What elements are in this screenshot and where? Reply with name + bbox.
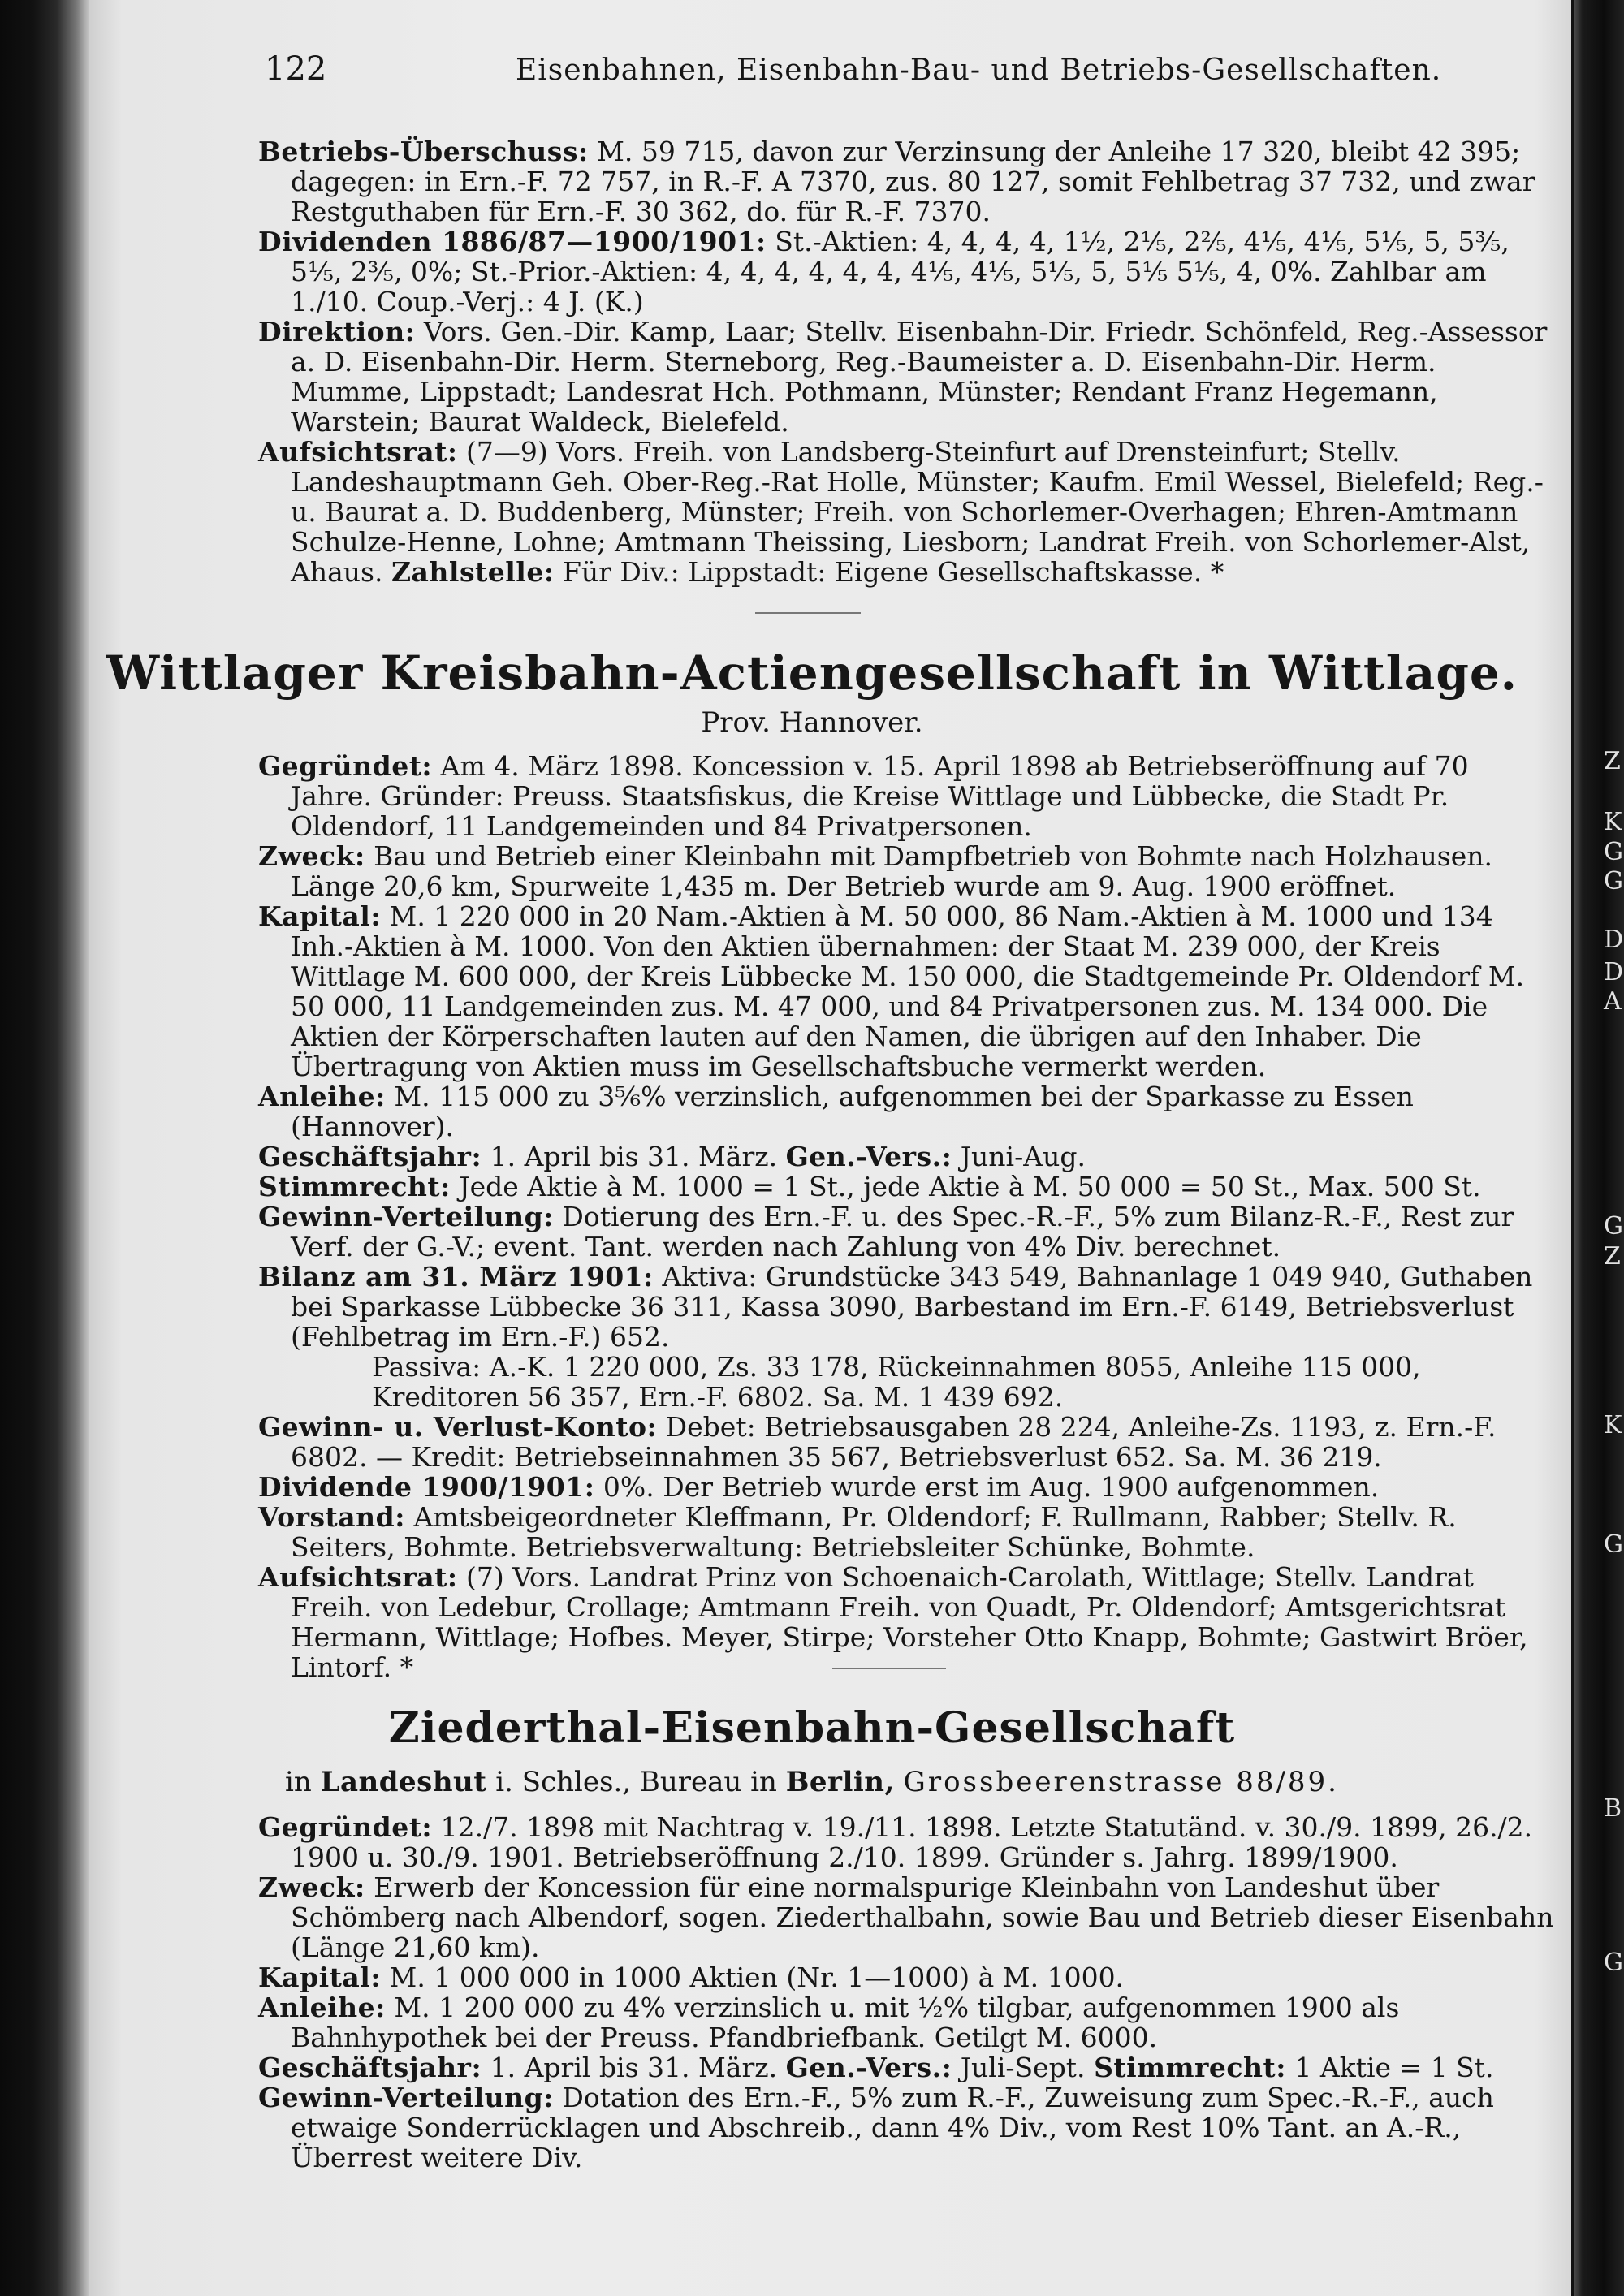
facing-page-letter: Z	[1604, 1242, 1621, 1271]
entry-label: Gewinn-Verteilung:	[258, 1201, 554, 1232]
entry-zweck	[258, 1872, 1557, 1962]
entry-dividende	[258, 1472, 1557, 1502]
entry-text: Passiva: A.-K. 1 220 000, Zs. 33 178, Rückeinnahmen 8055, Anleihe 115 000, Kreditoren 56 357, Ern.-F. 6802. Sa. M. 1 439 692.	[372, 1351, 1421, 1413]
entry-label: Zweck:	[258, 1871, 365, 1903]
entry-aufsichtsrat	[258, 437, 1557, 587]
entry-text: St.-Aktien: 4, 4, 4, 4, 1½, 2⅕, 2⅖, 4⅕, 4⅕, 5⅕, 5, 5⅗, 5⅕, 2⅗, 0%; St.-Prior.-Aktien: 4, 4, 4, 4, 4, 4, 4⅕, 4⅕, 5⅕, 5, 5⅕ 5⅕, 4, 0%. Zahlbar am 1./10. Coup.-Verj.: 4 J. (K.)	[291, 226, 1510, 317]
entry-label: Aufsichtsrat:	[258, 1561, 458, 1593]
entry-label: Gegründet:	[258, 1811, 433, 1843]
entry-aufsichtsrat	[258, 1562, 1557, 1682]
entry-text: 12./7. 1898 mit Nachtrag v. 19./11. 1898. Letzte Statutänd. v. 30./9. 1899, 26./2. 1900 u. 30./9. 1901. Betriebseröffnung 2./10. 1899. Gründer s. Jahrg. 1899/1900.	[291, 1811, 1533, 1873]
company-subtitle-ziederthal	[0, 1766, 1624, 1798]
entry-text: 1. April bis 31. März.	[490, 2052, 778, 2083]
entry-label: Zweck:	[258, 840, 365, 872]
entry-label: Gegründet:	[258, 750, 433, 782]
facing-page-letter: Z	[1604, 747, 1621, 775]
entry-text: Vors. Gen.-Dir. Kamp, Laar; Stellv. Eisenbahn-Dir. Friedr. Schönfeld, Reg.-Assessor a. D. Eisenbahn-Dir. Herm. Sterneborg, Reg.-Baumeister a. D. Eisenbahn-Dir. Herm. Mumme, Lippstadt; Landesrat Hch. Pothmann, Münster; Rendant Franz Hegemann, Warstein; Baurat Waldeck, Bielefeld.	[291, 316, 1548, 438]
entry-betriebs-ueberschuss	[258, 136, 1557, 227]
entry-bilanz-passiva	[258, 1352, 1557, 1412]
entry-zweck	[258, 841, 1557, 901]
entry-label: Kapital:	[258, 1962, 382, 1993]
entry-text-gen-vers: Juni-Aug.	[960, 1141, 1086, 1172]
entry-label: Gewinn- u. Verlust-Konto:	[258, 1411, 658, 1443]
entry-label: Stimmrecht:	[258, 1171, 451, 1202]
entry-kapital	[258, 1962, 1557, 1992]
entry-text: (7) Vors. Landrat Prinz von Schoenaich-Carolath, Wittlage; Stellv. Landrat Freih. von Ledebur, Crollage; Amtmann Freih. von Quadt, Pr. Oldendorf; Amtsgerichtsrat Hermann, Wittlage; Hofbes. Meyer, Stirpe; Vorsteher Otto Knapp, Bohmte; Gastwirt Bröer, Lintorf. *	[291, 1561, 1528, 1683]
entry-label: Geschäftsjahr:	[258, 1141, 482, 1172]
entry-label: Anleihe:	[258, 1992, 386, 2023]
entry-label: Vorstand:	[258, 1501, 405, 1533]
entry-label: Anleihe:	[258, 1081, 386, 1112]
entry-gegruendet	[258, 751, 1557, 841]
entry-text: Dotation des Ern.-F., 5% zum R.-F., Zuweisung zum Spec.-R.-F., auch etwaige Sonderrücklagen und Abschreib., dann 4% Div., vom Rest 10% Tant. an A.-R., Überrest weitere Div.	[291, 2082, 1494, 2173]
book-spine-shadow	[0, 0, 89, 2296]
company-subtitle-wittlager: Prov. Hannover.	[701, 706, 923, 739]
facing-page-letter: G	[1604, 1949, 1623, 1977]
entry-label-zahlstelle: Zahlstelle:	[391, 556, 555, 588]
entry-label: Geschäftsjahr:	[258, 2052, 482, 2083]
entry-geschaeftsjahr	[258, 1142, 1557, 1172]
entry-label: Dividende 1900/1901:	[258, 1471, 595, 1503]
entry-label: Kapital:	[258, 900, 382, 932]
entry-text: 1. April bis 31. März.	[490, 1141, 778, 1172]
entry-anleihe	[258, 1992, 1557, 2052]
facing-page-letter: G	[1604, 838, 1623, 866]
company-title-ziederthal: Ziederthal-Eisenbahn-Gesellschaft	[388, 1703, 1236, 1753]
subtitle-pre: in	[285, 1766, 312, 1798]
running-title: Eisenbahnen, Eisenbahn-Bau- und Betriebs-Gesellschaften.	[516, 54, 1442, 87]
entry-stimmrecht	[258, 1172, 1557, 1202]
entry-label: Betriebs-Überschuss:	[258, 136, 589, 167]
company-title-wittlager: Wittlager Kreisbahn-Actiengesellschaft in Wittlage.	[106, 645, 1518, 701]
entry-text: Dotierung des Ern.-F. u. des Spec.-R.-F., 5% zum Bilanz-R.-F., Rest zur Verf. der G.-V.; event. Tant. werden nach Zahlung von 4% Div. berechnet.	[291, 1201, 1514, 1262]
entry-text: (7—9) Vors. Freih. von Landsberg-Steinfurt auf Drensteinfurt; Stellv. Landeshauptmann Geh. Ober-Reg.-Rat Holle, Münster; Kaufm. Emil Wessel, Bielefeld; Reg.- u. Baurat a. D. Buddenberg, Münster; Freih. von Schorlemer-Overhagen; Ehren-Amtmann Schulze-Henne, Lohne; Amtmann Theissing, Liesborn; Landrat Freih. von Schorlemer-Alst, Ahaus.	[291, 436, 1544, 588]
entry-text: Debet: Betriebsausgaben 28 224, Anleihe-Zs. 1193, z. Ern.-F. 6802. — Kredit: Betriebseinnahmen 35 567, Betriebsverlust 652. Sa. M. 36 219.	[291, 1411, 1497, 1473]
entry-text: Erwerb der Koncession für eine normalspurige Kleinbahn von Landeshut über Schömberg nach Albendorf, sogen. Ziederthalbahn, sowie Bau und Betrieb dieser Eisenbahn (Länge 21,60 km).	[291, 1871, 1554, 1963]
subtitle-city-berlin: Berlin,	[785, 1766, 895, 1798]
entry-gewinn-verteilung	[258, 2082, 1557, 2173]
entry-direktion	[258, 317, 1557, 437]
entry-label-stimmrecht: Stimmrecht:	[1094, 2052, 1286, 2083]
entry-label: Aufsichtsrat:	[258, 436, 458, 468]
page-edge-line	[1571, 0, 1574, 2296]
entry-label-gen-vers: Gen.-Vers.:	[785, 2052, 952, 2083]
entry-text: M. 115 000 zu 3⁵⁄₆% verzinslich, aufgenommen bei der Sparkasse zu Essen (Hannover).	[291, 1081, 1414, 1142]
entry-text-gen-vers: Juli-Sept.	[960, 2052, 1086, 2083]
entry-text: M. 1 220 000 in 20 Nam.-Aktien à M. 50 000, 86 Nam.-Aktien à M. 1000 und 134 Inh.-Aktien à M. 1000. Von den Aktien übernahmen: der Staat M. 239 000, der Kreis Wittlage M. 600 000, der Kreis Lübbecke M. 150 000, die Stadtgemeinde Pr. Oldendorf M. 50 000, 11 Landgemeinden zus. M. 47 000, und 84 Privatpersonen zus. M. 134 000. Die Aktien der Körperschaften lauten auf den Namen, die übrigen auf den Inhaber. Die Übertragung von Aktien muss im Gesellschaftsbuche vermerkt werden.	[291, 900, 1525, 1082]
entry-label: Gewinn-Verteilung:	[258, 2082, 554, 2113]
ziederthal-entries	[258, 1812, 1557, 2173]
entry-text: M. 1 000 000 in 1000 Aktien (Nr. 1—1000) à M. 1000.	[389, 1962, 1125, 1993]
entry-text: Am 4. März 1898. Koncession v. 15. April 1898 ab Betriebseröffnung auf 70 Jahre. Gründer: Preuss. Staatsfiskus, die Kreise Wittlage und Lübbecke, die Stadt Pr. Oldendorf, 11 Landgemeinden und 84 Privatpersonen.	[291, 750, 1469, 842]
entry-text: Amtsbeigeordneter Kleffmann, Pr. Oldendorf; F. Rullmann, Rabber; Stellv. R. Seiters, Bohmte. Betriebsverwaltung: Betriebsleiter Schünke, Bohmte.	[291, 1501, 1457, 1563]
subtitle-city-landeshut: Landeshut	[320, 1766, 487, 1798]
facing-page-letter: D	[1604, 926, 1624, 954]
subtitle-address: Grossbeerenstrasse 88/89.	[903, 1766, 1339, 1798]
entry-text: M. 1 200 000 zu 4% verzinslich u. mit ½% tilgbar, aufgenommen 1900 als Bahnhypothek bei der Preuss. Pfandbriefbank. Getilgt M. 6000.	[291, 1992, 1400, 2053]
entry-text: M. 59 715, davon zur Verzinsung der Anleihe 17 320, bleibt 42 395; dagegen: in Ern.-F. 72 757, in R.-F. A 7370, zus. 80 127, somit Fehlbetrag 37 732, und zwar Restguthaben für Ern.-F. 30 362, do. für R.-F. 7370.	[291, 136, 1535, 227]
facing-page-letter: G	[1604, 1212, 1623, 1241]
entry-label: Bilanz am 31. März 1901:	[258, 1261, 654, 1293]
facing-page-letter: G	[1604, 1530, 1623, 1559]
entry-text-zahlstelle: Für Div.: Lippstadt: Eigene Gesellschaftskasse. *	[563, 556, 1224, 588]
entry-anleihe	[258, 1081, 1557, 1142]
entry-text: Bau und Betrieb einer Kleinbahn mit Dampfbetrieb von Bohmte nach Holzhausen. Länge 20,6 km, Spurweite 1,435 m. Der Betrieb wurde am 9. Aug. 1900 eröffnet.	[291, 840, 1492, 902]
entry-text: Jede Aktie à M. 1000 = 1 St., jede Aktie à M. 50 000 = 50 St., Max. 500 St.	[459, 1171, 1481, 1202]
facing-page-letter: K	[1604, 808, 1622, 836]
facing-page-letter: A	[1604, 987, 1622, 1016]
wittlager-entries	[258, 751, 1557, 1682]
entry-text-stimmrecht: 1 Aktie = 1 St.	[1294, 2052, 1494, 2083]
entry-geschaeftsjahr	[258, 2052, 1557, 2082]
entry-text: 0%. Der Betrieb wurde erst im Aug. 1900 aufgenommen.	[603, 1471, 1380, 1503]
entry-label-gen-vers: Gen.-Vers.:	[785, 1141, 952, 1172]
entry-gewinn-verteilung	[258, 1202, 1557, 1262]
facing-page-letter: K	[1604, 1411, 1622, 1439]
facing-page-letter: G	[1604, 867, 1623, 896]
page-number: 122	[265, 50, 327, 88]
entry-kapital	[258, 901, 1557, 1081]
entry-bilanz	[258, 1262, 1557, 1352]
entry-gegruendet	[258, 1812, 1557, 1872]
facing-page-letter: B	[1604, 1794, 1622, 1823]
entry-text: Aktiva: Grundstücke 343 549, Bahnanlage 1 049 940, Guthaben bei Sparkasse Lübbecke 36 311, Kassa 3090, Barbestand im Ern.-F. 6149, Betriebsverlust (Fehlbetrag im Ern.-F.) 652.	[291, 1261, 1533, 1353]
previous-entry-block	[258, 136, 1557, 587]
section-divider	[755, 612, 861, 614]
entry-label: Direktion:	[258, 316, 416, 347]
entry-dividenden	[258, 227, 1557, 317]
entry-vorstand	[258, 1502, 1557, 1562]
entry-gewinn-verlust-konto	[258, 1412, 1557, 1472]
section-divider	[832, 1668, 946, 1669]
entry-label: Dividenden 1886/87—1900/1901:	[258, 226, 767, 257]
facing-page-letter: D	[1604, 958, 1624, 986]
subtitle-mid: i. Schles., Bureau in	[495, 1766, 777, 1798]
